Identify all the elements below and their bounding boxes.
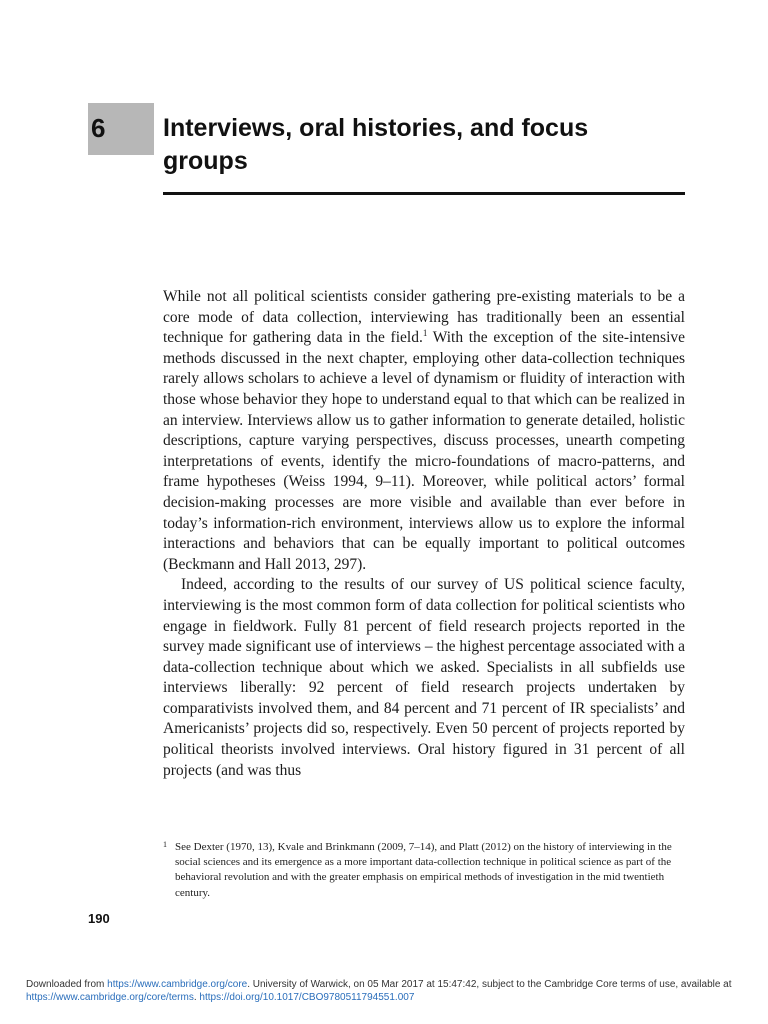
download-footer bbox=[26, 978, 746, 1004]
footnote-text: See Dexter (1970, 13), Kvale and Brinkmann (2009, 7–14), and Platt (2012) on the history of interviewing in the social sciences and its emergence as a more important data-collection technique in political science as part of the behavioral revolution and with the greater emphasis on empirical methods of investigation in the mid twentieth century. bbox=[175, 841, 672, 899]
cambridge-core-link[interactable]: https://www.cambridge.org/core bbox=[107, 979, 248, 990]
footnote-reference[interactable]: 1 bbox=[422, 328, 428, 339]
title-rule bbox=[163, 192, 685, 195]
paragraph-1-text-a: While not all political scientists consider gathering pre-existing materials to be a core mode of data collection, interviewing has traditionally been an essential technique for gathering data in the field. bbox=[163, 288, 685, 347]
footnote bbox=[163, 840, 685, 901]
terms-link[interactable]: https://www.cambridge.org/core/terms bbox=[26, 992, 194, 1003]
body-text bbox=[163, 287, 685, 781]
page-number: 190 bbox=[88, 911, 110, 926]
paragraph-1-text-b: With the exception of the site-intensive methods discussed in the next chapter, employing other data-collection techniques rarely allows scholars to achieve a level of dynamism or fluidity of interaction with those whose behavior they hope to understand equal to that which can be realized in an interview. Interviews allow us to gather information to generate detailed, holistic descriptions, capture varying perspectives, discuss processes, unearth competing interpretations of events, identify the micro-foundations of macro-patterns, and frame hypotheses (Weiss 1994, 9–11). Moreover, while political actors’ formal decision-making processes are more visible and available than ever before in today’s information-rich environment, interviews allow us to explore the informal interactions and behaviors that can be equally important to political outcomes (Beckmann and Hall 2013, 297). bbox=[163, 329, 686, 573]
download-separator: . bbox=[193, 992, 200, 1003]
paragraph-1 bbox=[163, 287, 685, 575]
doi-link[interactable]: https://doi.org/10.1017/CBO9780511794551.007 bbox=[199, 992, 415, 1003]
paragraph-2: Indeed, according to the results of our survey of US political science faculty, interviewing is the most common form of data collection for political scientists who engage in fieldwork. Fully 81 percent of field research projects reported in the survey made significant use of interviews – the highest percentage associated with a data-collection technique about which we asked. Specialists in all subfields use interviews liberally: 92 percent of field research projects undertaken by comparativists involved them, and 84 percent and 71 percent of IR specialists’ and Americanists’ projects did so, respectively. Even 50 percent of projects reported by political theorists involved interviews. Oral history figured in 31 percent of all projects (and was thus bbox=[163, 576, 685, 779]
chapter-title: Interviews, oral histories, and focus groups bbox=[163, 114, 589, 175]
chapter-number: 6 bbox=[91, 113, 106, 143]
download-middle: . University of Warwick, on 05 Mar 2017 at 15:47:42, subject to the Cambridge Core terms of use, available at bbox=[247, 979, 732, 990]
footnote-mark: 1 bbox=[163, 840, 167, 849]
download-prefix: Downloaded from bbox=[26, 979, 108, 990]
